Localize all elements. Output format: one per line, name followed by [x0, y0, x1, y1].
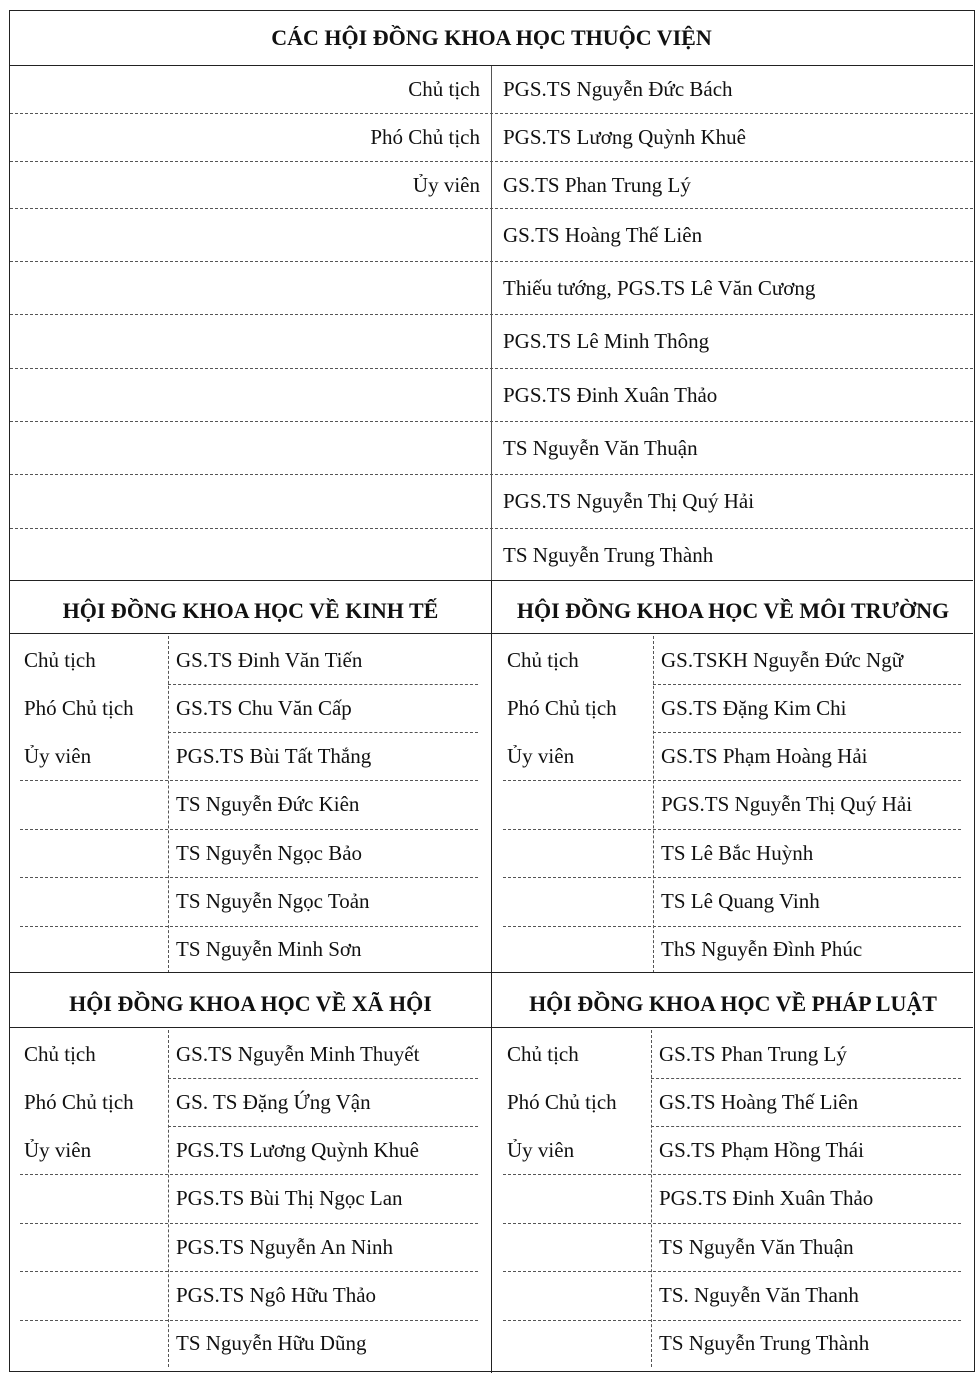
role-label: Chủ tịch — [408, 77, 480, 101]
section-divider-2 — [10, 633, 973, 634]
role-label: Ủy viên — [507, 1137, 575, 1162]
center-divider — [491, 580, 492, 1373]
member-name: PGS.TS Lương Quỳnh Khuê — [503, 125, 746, 149]
member-name: GS.TS Hoàng Thế Liên — [503, 222, 703, 247]
member-name: GS.TS Chu Văn Cấp — [176, 695, 352, 720]
member-name: PGS.TS Nguyễn Đức Bách — [503, 77, 733, 101]
main-title: CÁC HỘI ĐỒNG KHOA HỌC THUỘC VIỆN — [10, 11, 973, 66]
member-name: TS Nguyễn Đức Kiên — [176, 792, 360, 816]
member-name: TS Lê Quang Vinh — [661, 889, 820, 913]
member-name: PGS.TS Đinh Xuân Thảo — [659, 1186, 874, 1210]
society-title: HỘI ĐỒNG KHOA HỌC VỀ XÃ HỘI — [69, 990, 432, 1016]
role-label: Chủ tịch — [507, 647, 579, 672]
role-label: Phó Chủ tịch — [24, 1089, 134, 1114]
role-label: Phó Chủ tịch — [24, 695, 134, 720]
member-name: TS Nguyễn Trung Thành — [659, 1331, 870, 1355]
member-name: TS. Nguyễn Văn Thanh — [659, 1283, 859, 1307]
member-name: TS Lê Bắc Huỳnh — [661, 840, 814, 865]
role-label: Chủ tịch — [24, 1041, 96, 1066]
role-label — [10, 262, 492, 314]
role-label: Phó Chủ tịch — [507, 1089, 617, 1114]
member-name: GS.TS Phan Trung Lý — [659, 1041, 847, 1066]
member-name: Thiếu tướng, PGS.TS Lê Văn Cương — [503, 275, 816, 300]
role-label — [10, 209, 492, 261]
role-label — [10, 475, 492, 528]
member-name: PGS.TS Ngô Hữu Thảo — [176, 1283, 377, 1307]
member-name: GS.TS Đinh Văn Tiến — [176, 647, 363, 672]
main-column-divider — [491, 66, 492, 581]
member-name: PGS.TS Bùi Tất Thắng — [176, 743, 372, 768]
member-name: ThS Nguyễn Đình Phúc — [661, 937, 863, 961]
role-label: Phó Chủ tịch — [370, 125, 480, 149]
member-name: GS.TS Phạm Hoàng Hải — [661, 743, 868, 768]
member-name: GS.TS Phạm Hồng Thái — [659, 1137, 864, 1162]
member-name: PGS.TS Đinh Xuân Thảo — [503, 382, 718, 407]
member-name: TS Nguyễn Trung Thành — [503, 542, 714, 567]
economics-title: HỘI ĐỒNG KHOA HỌC VỀ KINH TẾ — [62, 597, 439, 623]
role-label: Phó Chủ tịch — [507, 695, 617, 720]
member-name: GS.TS Phan Trung Lý — [503, 172, 691, 197]
role-label — [10, 369, 492, 421]
role-label — [10, 315, 492, 368]
role-label: Ủy viên — [412, 172, 480, 197]
member-name: PGS.TS Lê Minh Thông — [503, 329, 710, 353]
member-name: PGS.TS Lương Quỳnh Khuê — [176, 1137, 419, 1162]
role-label: Ủy viên — [24, 1137, 92, 1162]
member-name: GS. TS Đặng Ứng Vận — [176, 1089, 371, 1114]
role-label: Chủ tịch — [24, 647, 96, 672]
member-name: GS.TS Nguyễn Minh Thuyết — [176, 1041, 420, 1066]
role-label: Ủy viên — [24, 743, 92, 768]
column-divider — [168, 636, 169, 973]
environment-title: HỘI ĐỒNG KHOA HỌC VỀ MÔI TRƯỜNG — [516, 597, 950, 623]
member-name: PGS.TS Bùi Thị Ngọc Lan — [176, 1186, 403, 1210]
member-name: PGS.TS Nguyễn An Ninh — [176, 1234, 394, 1259]
member-name: PGS.TS Nguyễn Thị Quý Hải — [503, 489, 755, 513]
document-frame — [9, 10, 975, 1372]
role-label: Chủ tịch — [507, 1041, 579, 1066]
column-divider — [651, 1030, 652, 1367]
role-label — [10, 529, 492, 581]
member-name: TS Nguyễn Ngọc Toản — [176, 889, 370, 913]
member-name: GS.TSKH Nguyễn Đức Ngữ — [661, 647, 904, 672]
section-divider-4 — [10, 1027, 973, 1028]
member-name: GS.TS Hoàng Thế Liên — [659, 1089, 859, 1114]
law-title: HỘI ĐỒNG KHOA HỌC VỀ PHÁP LUẬT — [529, 990, 937, 1016]
member-name: TS Nguyễn Văn Thuận — [503, 435, 698, 460]
member-name: TS Nguyễn Hữu Dũng — [176, 1331, 367, 1355]
member-name: GS.TS Đặng Kim Chi — [661, 695, 847, 720]
member-name: PGS.TS Nguyễn Thị Quý Hải — [661, 792, 913, 816]
section-divider-3 — [10, 972, 973, 973]
column-divider — [168, 1030, 169, 1367]
member-name: TS Nguyễn Ngọc Bảo — [176, 840, 363, 865]
member-name: TS Nguyễn Văn Thuận — [659, 1234, 854, 1259]
column-divider — [653, 636, 654, 973]
role-label — [10, 422, 492, 474]
role-label: Ủy viên — [507, 743, 575, 768]
member-name: TS Nguyễn Minh Sơn — [176, 937, 362, 961]
